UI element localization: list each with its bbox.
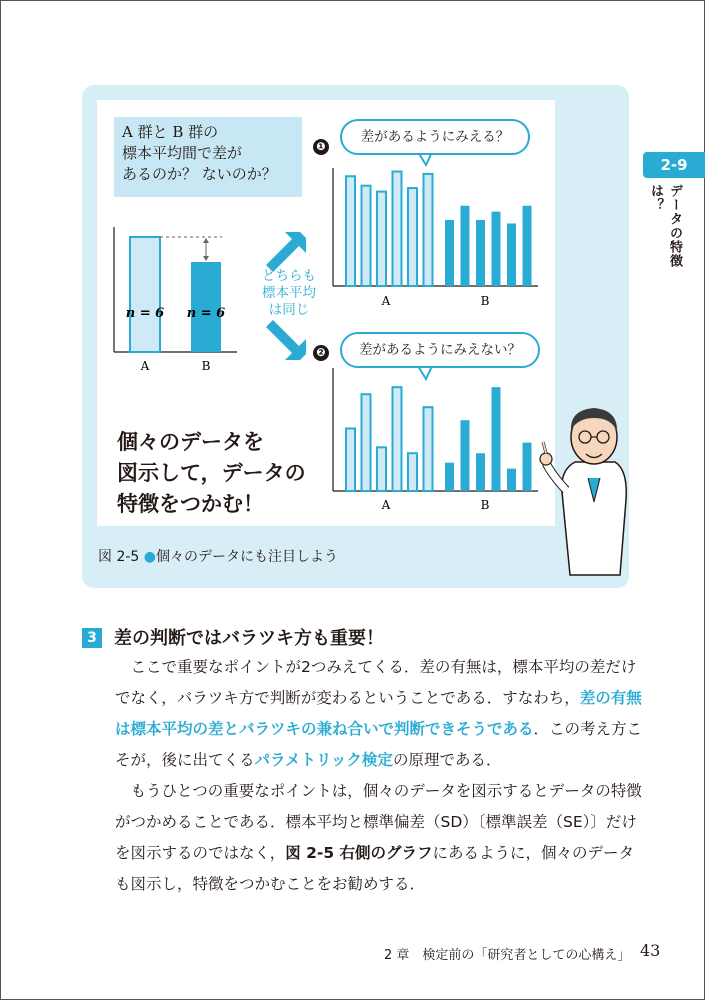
page-number: 43 <box>640 941 661 960</box>
p2-text-2: にあるように，個々のデータも図示し，特徴をつかむことをお勧めする． <box>115 844 635 893</box>
section-number: 2-9 <box>643 152 705 178</box>
lower-bar-a-3 <box>377 447 386 491</box>
left-bar-a <box>130 237 160 352</box>
body-text <box>115 652 645 900</box>
upper-chart-bars <box>346 172 532 286</box>
left-bar-a-n: n = 6 <box>125 306 165 321</box>
upper-bar-b-1 <box>445 220 454 286</box>
lower-bar-a-2 <box>362 394 371 491</box>
same-mean-callout <box>254 268 324 319</box>
section-heading-text: 差の判断ではバラツキ方も重要！ <box>114 628 384 649</box>
p1-highlight-2: パラメトリック検定 <box>254 751 393 769</box>
question-line: A 群と B 群の <box>122 123 219 141</box>
panel1-marker: ❶ <box>313 139 329 155</box>
lower-bar-a-4 <box>393 387 402 491</box>
lower-bar-b-4 <box>492 387 501 491</box>
upper-bar-a-1 <box>346 176 355 286</box>
section-badge: 3 <box>82 628 102 648</box>
section-heading <box>82 624 384 650</box>
lower-bar-b-1 <box>445 463 454 491</box>
left-category-b: B <box>201 359 211 373</box>
upper-bar-b-4 <box>492 212 501 286</box>
upper-bar-b-5 <box>507 223 516 286</box>
lower-bar-b-5 <box>507 469 516 491</box>
upper-category-b: B <box>480 294 490 308</box>
figure-slogan <box>117 427 327 520</box>
arrow-to-lower-chart-icon <box>266 320 306 360</box>
panel2-speech-bubble: 差があるようにみえない？ <box>340 332 540 368</box>
upper-bar-b-2 <box>461 206 470 286</box>
caption-label: 図 2-5 <box>98 549 140 565</box>
upper-category-a: A <box>381 294 391 308</box>
lower-bar-b-2 <box>461 420 470 491</box>
p1-text-3: の原理である． <box>392 751 502 769</box>
callout-line: どちらも <box>262 268 316 284</box>
upper-bar-a-3 <box>377 192 386 286</box>
upper-bar-b-6 <box>523 206 532 286</box>
lower-bar-a-6 <box>424 407 433 491</box>
lower-bar-a-1 <box>346 428 355 491</box>
caption-dot-icon: ● <box>143 549 156 565</box>
p1-text-2: ．この考え方こそが，後に出てくる <box>115 720 643 769</box>
p2-bold: 図 2-5 右側のグラフ <box>285 844 433 862</box>
figure-caption <box>98 546 338 566</box>
slogan-line: 図示して，データの <box>117 461 306 485</box>
upper-bar-a-6 <box>424 174 433 286</box>
callout-line: は同じ <box>268 302 310 318</box>
question-line: 標本平均間で差が <box>122 144 243 162</box>
slogan-line: 特徴をつかむ！ <box>117 492 264 516</box>
caption-text: 個々のデータにも注目しよう <box>156 549 338 565</box>
upper-bar-b-3 <box>476 220 485 286</box>
running-footer: 2 章 検定前の「研究者としての心構え」 <box>384 948 631 963</box>
lower-bar-b-3 <box>476 453 485 491</box>
doctor-character-illustration <box>540 408 626 575</box>
left-chart <box>114 227 237 373</box>
left-bar-b-n: n = 6 <box>186 306 226 321</box>
callout-line: 標本平均 <box>262 285 316 301</box>
left-category-a: A <box>140 359 150 373</box>
lower-bar-b-6 <box>523 443 532 491</box>
paragraph-2 <box>115 776 645 900</box>
p1-text: ここで重要なポイントが2つみえてくる．差の有無は，標本平均の差だけでなく，バラツキ方で判断が変わるということである．すなわち， <box>115 658 637 707</box>
upper-bar-a-5 <box>408 188 417 286</box>
panel2-marker: ❷ <box>313 345 329 361</box>
paragraph-1 <box>115 652 645 776</box>
p2-text: もうひとつの重要なポイントは，個々のデータを図示するとデータの特徴がつかめることである．標本平均と標準偏差（SD）〔標準誤差（SE）〕だけを図示するのではなく， <box>115 782 642 862</box>
arrow-to-upper-chart-icon <box>266 232 306 272</box>
slogan-line: 個々のデータを <box>117 430 264 454</box>
lower-category-a: A <box>381 498 391 512</box>
panel1-speech-bubble: 差があるようにみえる？ <box>340 119 530 155</box>
lower-chart-bars <box>346 387 532 491</box>
arrow-head-up <box>203 238 209 243</box>
p1-highlight: 差の有無は標本平均の差とバラツキの兼ね合いで判断できそうである <box>115 689 642 738</box>
arrow-head-down <box>203 256 209 261</box>
question-line: あるのか？ ないのか？ <box>122 165 277 183</box>
upper-bar-a-2 <box>362 186 371 286</box>
lower-category-b: B <box>480 498 490 512</box>
section-title-vertical: データの特徴は？ <box>648 184 682 268</box>
lower-bar-a-5 <box>408 453 417 491</box>
upper-bar-a-4 <box>393 172 402 286</box>
